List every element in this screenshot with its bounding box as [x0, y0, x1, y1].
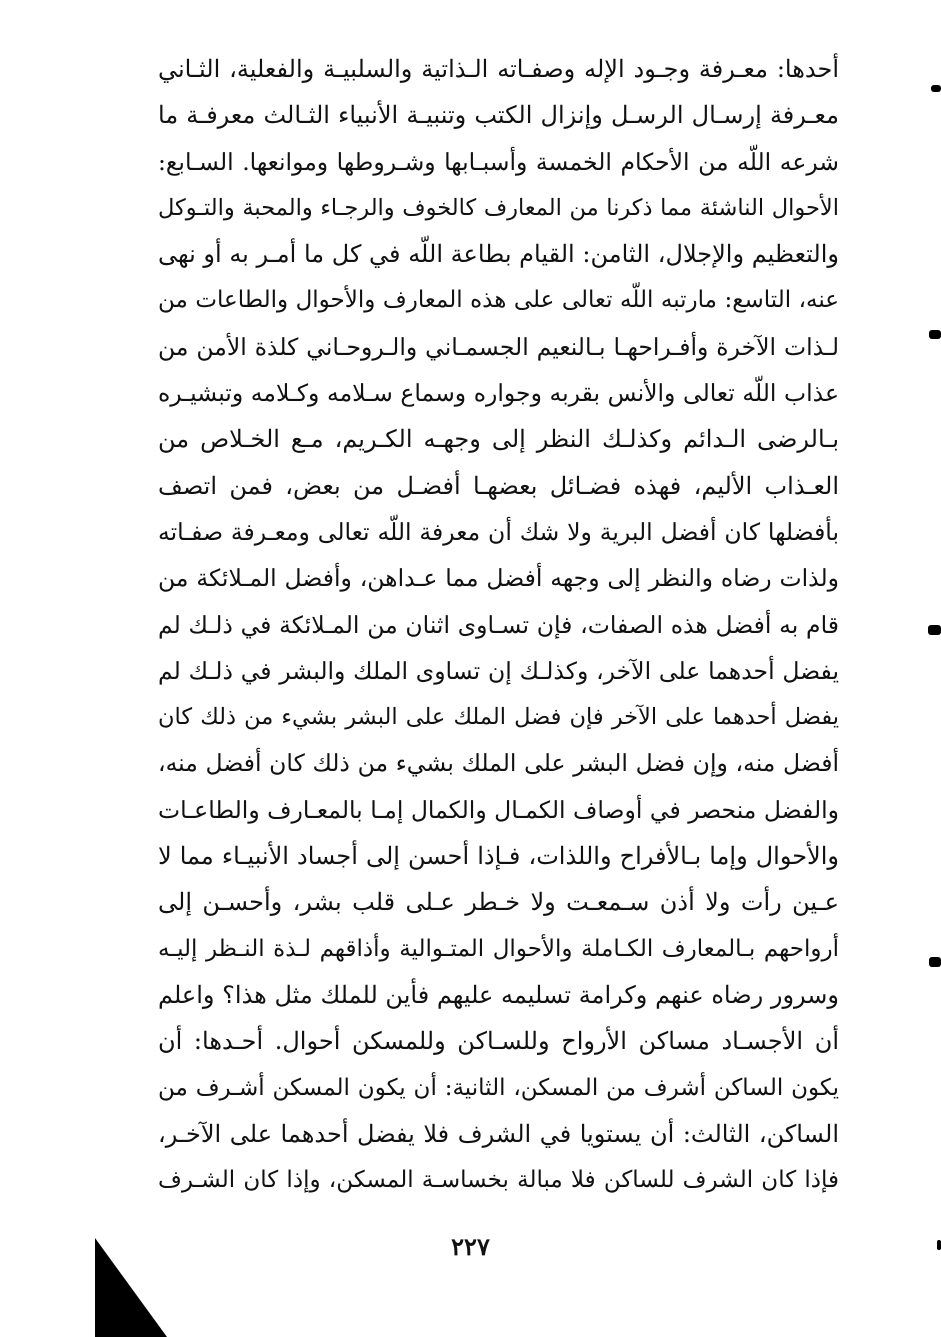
text-line: عـين رأت ولا أذن سـمعـت ولا خـطر عـلى قلب بشر، وأحسـن إلى: [158, 888, 839, 917]
margin-scan-mark: [929, 957, 941, 967]
text-line: لـذات الآخرة وأفـراحهـا بـالنعيم الجسمـاني والـروحـاني كلذة الأمن من: [158, 332, 839, 361]
text-line: فإذا كان الشرف للساكن فلا مبالة بخساسـة المسكن، وإذا كان الشـرف: [158, 1167, 839, 1194]
text-line: وسرور رضاه عنهم وكرامة تسليمه عليهم فأين للملك مثل هذا؟ واعلم: [158, 980, 839, 1009]
text-line: والأحوال وإما بـالأفراح واللذات، فـإذا أحسن إلى أجساد الأنبيـاء مما لا: [158, 842, 839, 871]
margin-scan-mark: [931, 85, 941, 92]
text-line: أن الأجسـاد مساكن الأرواح وللسـاكن وللمسكن أحوال. أحـدها: أن: [158, 1027, 839, 1056]
text-line: ولذات رضاه والنظر إلى وجهه أفضل مما عـداهن، وأفضل المـلائكة من: [158, 564, 839, 593]
text-line: أرواحهم بـالمعارف الكـاملة والأحوال المتـوالية وأذاقهم لـذة النـظر إليـه: [158, 935, 839, 962]
text-line: العـذاب الأليم، فهذه فضـائل بعضهـا أفضـل من بعض، فمن اتصف: [158, 471, 839, 500]
text-line: قام به أفضل هذه الصفات، فإن تسـاوى اثنان من المـلائكة في ذلـك لم: [158, 610, 839, 639]
margin-scan-mark: [937, 1240, 941, 1250]
body-text: [158, 46, 839, 1203]
text-line: يفضل أحدهما على الآخر فإن فضل الملك على البشر بشيء من ذلك كان: [158, 704, 839, 731]
text-line: أحدها: معـرفة وجـود الإله وصفـاته الـذاتية والسلبيـة والفعلية، الثـاني: [158, 55, 839, 83]
text-line: عنه، التاسع: مارتبه اللّه تعالى على هذه المعارف والأحوال والطاعات من: [158, 287, 839, 314]
margin-scan-mark: [928, 625, 941, 635]
text-line: معـرفة إرسـال الرسـل وإنزال الكتب وتنبيـة الأنبياء الثـالث معرفـة ما: [158, 101, 839, 130]
text-line: شرعه اللّه من الأحكام الخمسة وأسبـابها وشـروطها وموانعها. السـابع:: [158, 147, 839, 176]
text-line: أفضل منه، وإن فضل البشر على الملك بشيء من ذلك كان أفضل منه،: [158, 749, 839, 778]
scan-corner-shadow: [95, 1238, 167, 1337]
text-line: يكون الساكن أشرف من المسكن، الثانية: أن يكون المسكن أشـرف من: [158, 1074, 839, 1101]
text-line: الساكن، الثالث: أن يستويا في الشرف فلا يفضل أحدهما على الآخـر،: [158, 1119, 839, 1148]
text-line: بأفضلها كان أفضل البرية ولا شك أن معرفة اللّه تعالى ومعـرفة صفـاته: [158, 517, 839, 546]
page-number: ٢٢٧: [451, 1232, 490, 1261]
text-line: عذاب اللّه تعالى والأنس بقربه وجواره وسماع سـلامه وكـلامه وتبشيـره: [158, 379, 839, 408]
text-line: بـالرضى الـدائم وكذلـك النظر إلى وجهـه الكـريم، مـع الخـلاص من: [158, 425, 839, 454]
margin-scan-mark: [929, 330, 941, 339]
text-line: والفضل منحصر في أوصاف الكمـال والكمال إمـا بالمعـارف والطاعـات: [158, 795, 839, 824]
text-line: والتعظيم والإجلال، الثامن: القيام بطاعة اللّه في كل ما أمـر به أو نهى: [158, 240, 839, 269]
text-line: الأحوال الناشئة مما ذكرنا من المعارف كالخوف والرجـاء والمحبة والتـوكل: [158, 194, 839, 221]
text-line: يفضل أحدهما على الآخر، وكذلـك إن تساوى الملك والبشر في ذلـك لم: [158, 656, 839, 685]
